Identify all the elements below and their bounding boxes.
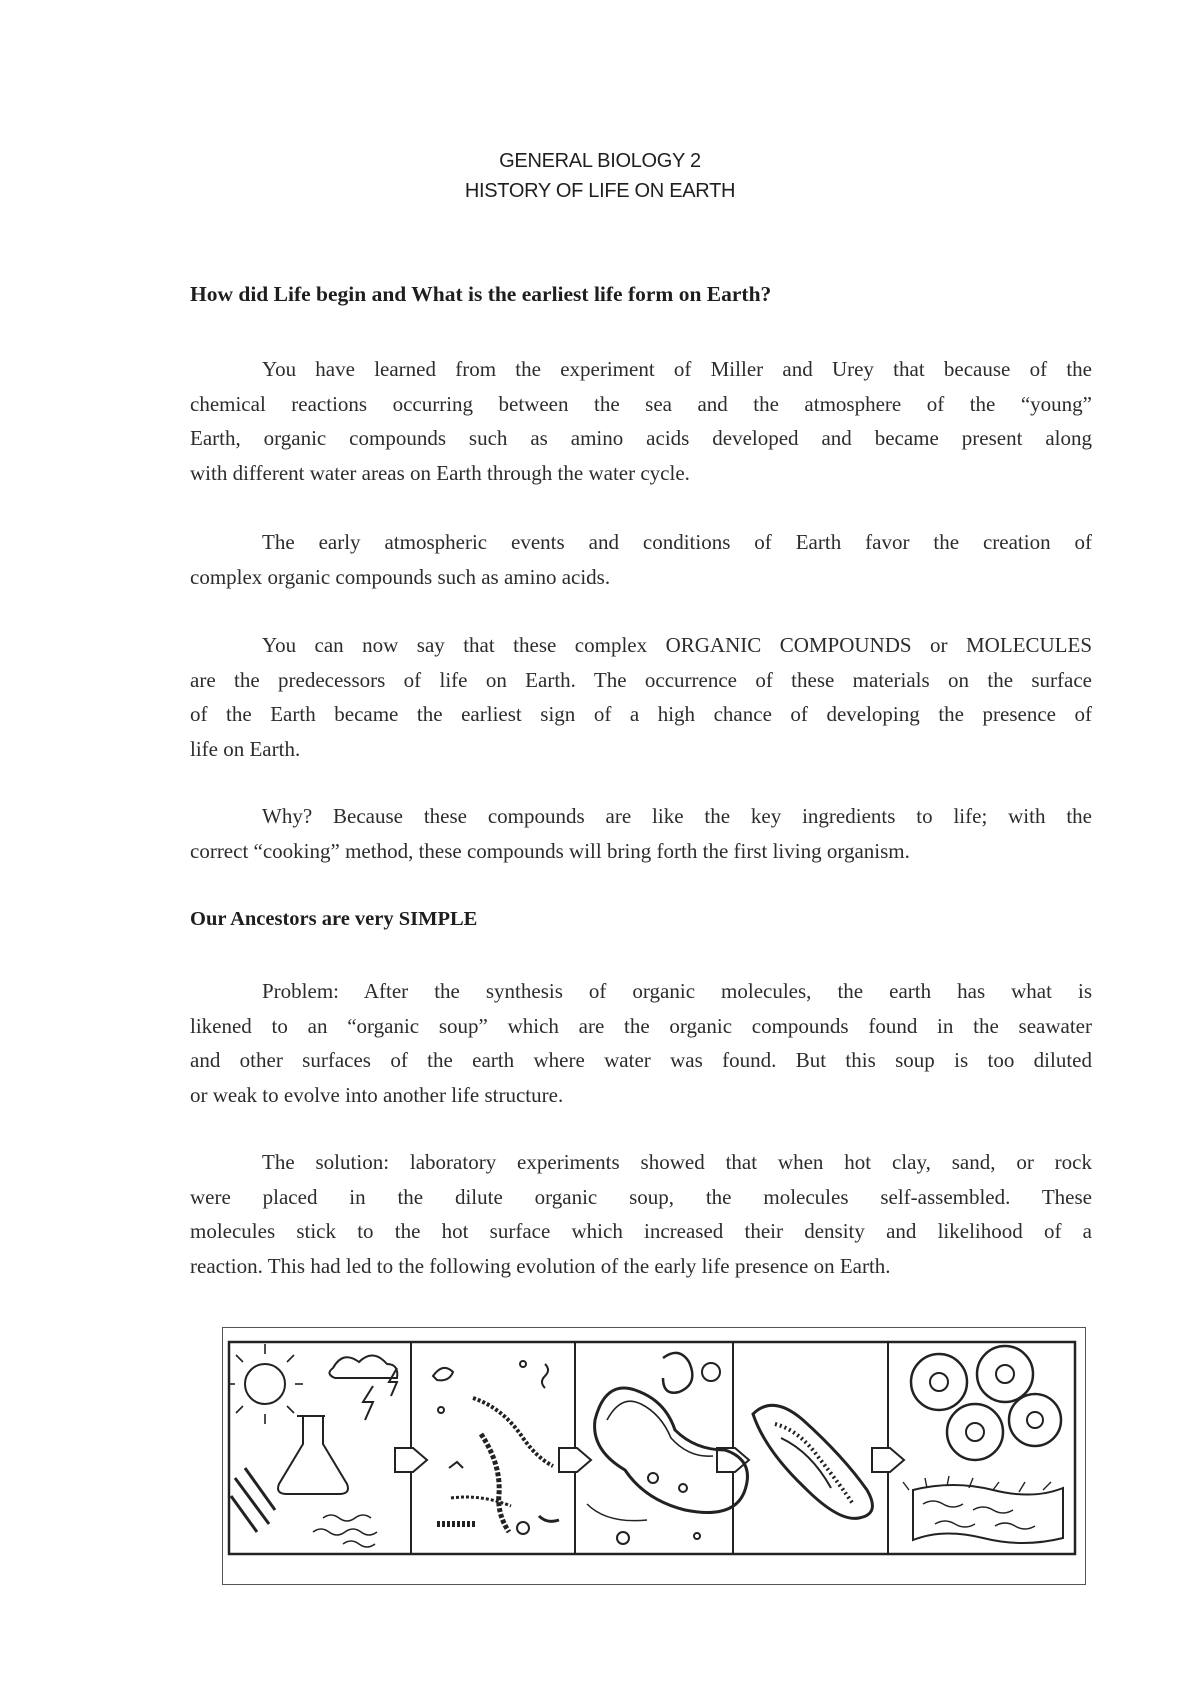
paragraph-line: chemical reactions occurring between the sea and the atmosphere of the “young” bbox=[190, 391, 1092, 416]
paragraph-line: molecules stick to the hot surface which increased their density and likelihood of a bbox=[190, 1219, 1092, 1243]
paragraph-line: complex organic compounds such as amino acids. bbox=[190, 564, 611, 589]
paragraph-line: reaction. This had led to the following evolution of the early life presence on Earth. bbox=[190, 1253, 891, 1278]
paragraph-line: with different water areas on Earth through the water cycle. bbox=[190, 460, 690, 485]
paragraph-line: Why? Because these compounds are like the key ingredients to life; with the bbox=[262, 804, 1092, 828]
paragraph-line: and other surfaces of the earth where water was found. But this soup is too diluted bbox=[190, 1048, 1092, 1072]
paragraph-line: correct “cooking” method, these compounds will bring forth the first living organism. bbox=[190, 838, 910, 863]
section2-paragraph-2 bbox=[190, 1145, 1092, 1283]
section2-heading: Our Ancestors are very SIMPLE bbox=[190, 908, 478, 930]
document-title-block bbox=[0, 146, 1200, 206]
section1-paragraph-1 bbox=[190, 352, 1092, 490]
paragraph-line: Problem: After the synthesis of organic molecules, the earth has what is bbox=[262, 979, 1092, 1003]
paragraph-line: likened to an “organic soup” which are the organic compounds found in the seawater bbox=[190, 1013, 1092, 1038]
section1-heading: How did Life begin and What is the earliest life form on Earth? bbox=[190, 282, 772, 306]
paragraph-line: are the predecessors of life on Earth. The occurrence of these materials on the surface bbox=[190, 667, 1092, 692]
section1-paragraph-2 bbox=[190, 525, 1092, 594]
paragraph-line: or weak to evolve into another life structure. bbox=[190, 1082, 564, 1107]
paragraph-line: were placed in the dilute organic soup, the molecules self-assembled. These bbox=[190, 1184, 1092, 1209]
paragraph-line: You can now say that these complex ORGANIC COMPOUNDS or MOLECULES bbox=[262, 633, 1092, 657]
section1-paragraph-3 bbox=[190, 628, 1092, 766]
panel-prokaryote bbox=[753, 1405, 872, 1518]
evolution-figure bbox=[222, 1327, 1086, 1585]
paragraph-line: The early atmospheric events and conditions of Earth favor the creation of bbox=[262, 530, 1092, 554]
panel-early-earth bbox=[229, 1344, 397, 1547]
paragraph-line: life on Earth. bbox=[190, 736, 301, 761]
paragraph-line: of the Earth became the earliest sign of a high chance of developing the presence of bbox=[190, 702, 1092, 726]
paragraph-line: You have learned from the experiment of Miller and Urey that because of the bbox=[262, 357, 1092, 381]
evolution-illustration bbox=[223, 1328, 1085, 1584]
course-title: GENERAL BIOLOGY 2 bbox=[499, 150, 701, 172]
paragraph-line: The solution: laboratory experiments showed that when hot clay, sand, or rock bbox=[262, 1150, 1092, 1174]
section2-paragraph-1 bbox=[190, 974, 1092, 1112]
panel-colonies bbox=[903, 1346, 1063, 1543]
section1-paragraph-4 bbox=[190, 799, 1092, 868]
lesson-title: HISTORY OF LIFE ON EARTH bbox=[464, 180, 736, 202]
paragraph-line: Earth, organic compounds such as amino acids developed and became present along bbox=[190, 426, 1092, 450]
panel-organic-molecules bbox=[433, 1361, 559, 1534]
